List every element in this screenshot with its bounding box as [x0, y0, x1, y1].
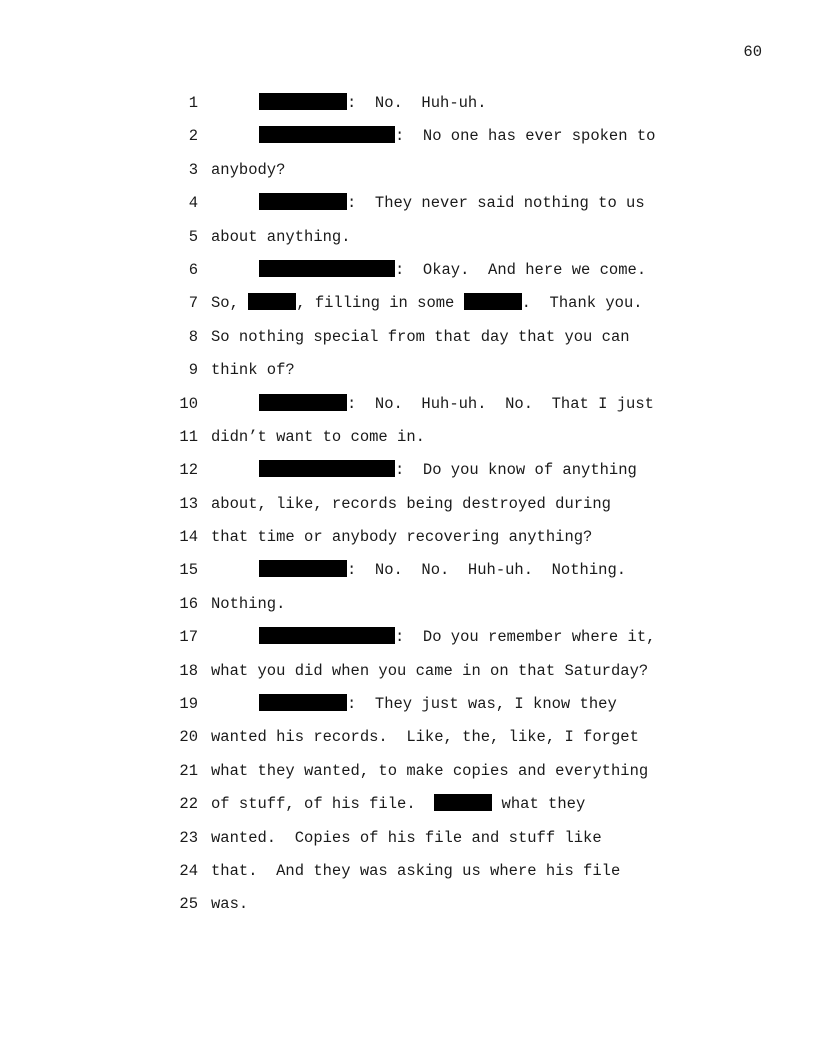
line-text: [259, 125, 655, 147]
line-number: 2: [188, 127, 198, 146]
line-number: 8: [188, 327, 198, 346]
line-text-segment: So,: [211, 294, 249, 313]
transcript-line: [0, 827, 816, 860]
line-number: 5: [188, 227, 198, 246]
line-number: 10: [179, 394, 198, 413]
transcript-body: [0, 92, 816, 927]
line-text-segment: anybody?: [211, 160, 286, 179]
redaction-block: [259, 193, 347, 210]
line-text-segment: that time or anybody recovering anything?: [211, 528, 593, 547]
line-text-segment: was.: [211, 895, 249, 914]
line-text-segment: : No. Huh-uh. No. That I just: [347, 394, 654, 413]
transcript-line: [0, 92, 816, 125]
line-text: [259, 626, 655, 648]
line-number: 6: [188, 260, 198, 279]
line-text-segment: what they: [492, 795, 586, 814]
line-number: 16: [179, 594, 198, 613]
line-text: [211, 426, 425, 448]
line-text: [259, 459, 637, 481]
line-number: 18: [179, 661, 198, 680]
line-number: 17: [179, 628, 198, 647]
line-text: [211, 292, 643, 314]
transcript-line: [0, 259, 816, 292]
line-text-segment: Nothing.: [211, 594, 286, 613]
line-number: 15: [179, 561, 198, 580]
line-number: 19: [179, 695, 198, 714]
line-text-segment: what you did when you came in on that Saturday?: [211, 661, 649, 680]
line-text-segment: : Okay. And here we come.: [395, 260, 647, 279]
redaction-block: [259, 93, 347, 110]
transcript-line: [0, 359, 816, 392]
line-number: 24: [179, 861, 198, 880]
line-text-segment: didn’t want to come in.: [211, 427, 425, 446]
line-text-segment: : No. Huh-uh.: [347, 94, 487, 112]
redaction-block: [259, 460, 395, 477]
redaction-block: [259, 126, 395, 143]
line-text-segment: : They never said nothing to us: [347, 194, 645, 213]
line-text: [211, 159, 285, 181]
line-text-segment: , filling in some: [296, 294, 464, 313]
line-text: [259, 92, 487, 114]
line-text-segment: what they wanted, to make copies and everything: [211, 761, 649, 780]
line-text: [259, 559, 626, 581]
line-text-segment: of stuff, of his file.: [211, 795, 435, 814]
line-number: 13: [179, 494, 198, 513]
line-text: [211, 493, 611, 515]
line-text-segment: . Thank you.: [521, 294, 643, 313]
transcript-line: [0, 860, 816, 893]
line-text-segment: : They just was, I know they: [347, 695, 617, 714]
line-number: 20: [179, 728, 198, 747]
line-text: [259, 393, 654, 415]
line-text-segment: wanted. Copies of his file and stuff like: [211, 828, 602, 847]
line-text-segment: : Do you know of anything: [395, 461, 637, 480]
line-text: [211, 860, 620, 882]
line-text: [211, 893, 248, 915]
transcript-line: [0, 226, 816, 259]
line-text-segment: So nothing special from that day that you can: [211, 327, 630, 346]
redaction-block: [464, 293, 522, 310]
line-number: 7: [188, 294, 198, 313]
line-text: [259, 192, 645, 214]
line-text-segment: about anything.: [211, 227, 351, 246]
line-text: [211, 526, 592, 548]
redaction-block: [259, 260, 395, 277]
line-number: 25: [179, 895, 198, 914]
line-text-segment: wanted his records. Like, the, like, I forget: [211, 728, 639, 747]
line-text-segment: that. And they was asking us where his file: [211, 861, 621, 880]
transcript-line: [0, 459, 816, 492]
transcript-line: [0, 292, 816, 325]
line-text: [259, 259, 646, 281]
transcript-line: [0, 593, 816, 626]
line-text: [211, 359, 295, 381]
line-text: [211, 760, 648, 782]
line-number: 12: [179, 461, 198, 480]
redaction-block: [259, 627, 395, 644]
line-text-segment: think of?: [211, 361, 295, 380]
line-number: 14: [179, 528, 198, 547]
transcript-line: [0, 526, 816, 559]
line-text: [211, 827, 602, 849]
redaction-block: [259, 560, 347, 577]
line-number: 11: [179, 427, 198, 446]
line-number: 9: [188, 361, 198, 380]
redaction-block: [248, 293, 296, 310]
transcript-line: [0, 626, 816, 659]
line-text: [211, 726, 639, 748]
line-text: [211, 593, 285, 615]
transcript-line: [0, 426, 816, 459]
transcript-line: [0, 760, 816, 793]
redaction-block: [434, 794, 492, 811]
page-number: 60: [743, 43, 762, 61]
line-text: [211, 326, 630, 348]
line-text: [211, 793, 585, 815]
line-text-segment: : No. No. Huh-uh. Nothing.: [347, 561, 627, 580]
transcript-line: [0, 159, 816, 192]
line-text: [259, 693, 617, 715]
line-text: [211, 660, 648, 682]
line-number: 1: [188, 94, 198, 112]
transcript-line: [0, 192, 816, 225]
line-text-segment: : No one has ever spoken to: [395, 127, 656, 146]
line-number: 23: [179, 828, 198, 847]
redaction-block: [259, 394, 347, 411]
line-text-segment: : Do you remember where it,: [395, 628, 656, 647]
transcript-line: [0, 393, 816, 426]
redaction-block: [259, 694, 347, 711]
line-number: 21: [179, 761, 198, 780]
transcript-line: [0, 893, 816, 926]
transcript-line: [0, 726, 816, 759]
transcript-line: [0, 493, 816, 526]
transcript-line: [0, 660, 816, 693]
transcript-line: [0, 793, 816, 826]
transcript-line: [0, 326, 816, 359]
line-text: [211, 226, 351, 248]
line-number: 4: [188, 194, 198, 213]
line-number: 22: [179, 795, 198, 814]
line-text-segment: about, like, records being destroyed during: [211, 494, 611, 513]
transcript-line: [0, 559, 816, 592]
transcript-line: [0, 693, 816, 726]
transcript-line: [0, 125, 816, 158]
line-number: 3: [188, 160, 198, 179]
